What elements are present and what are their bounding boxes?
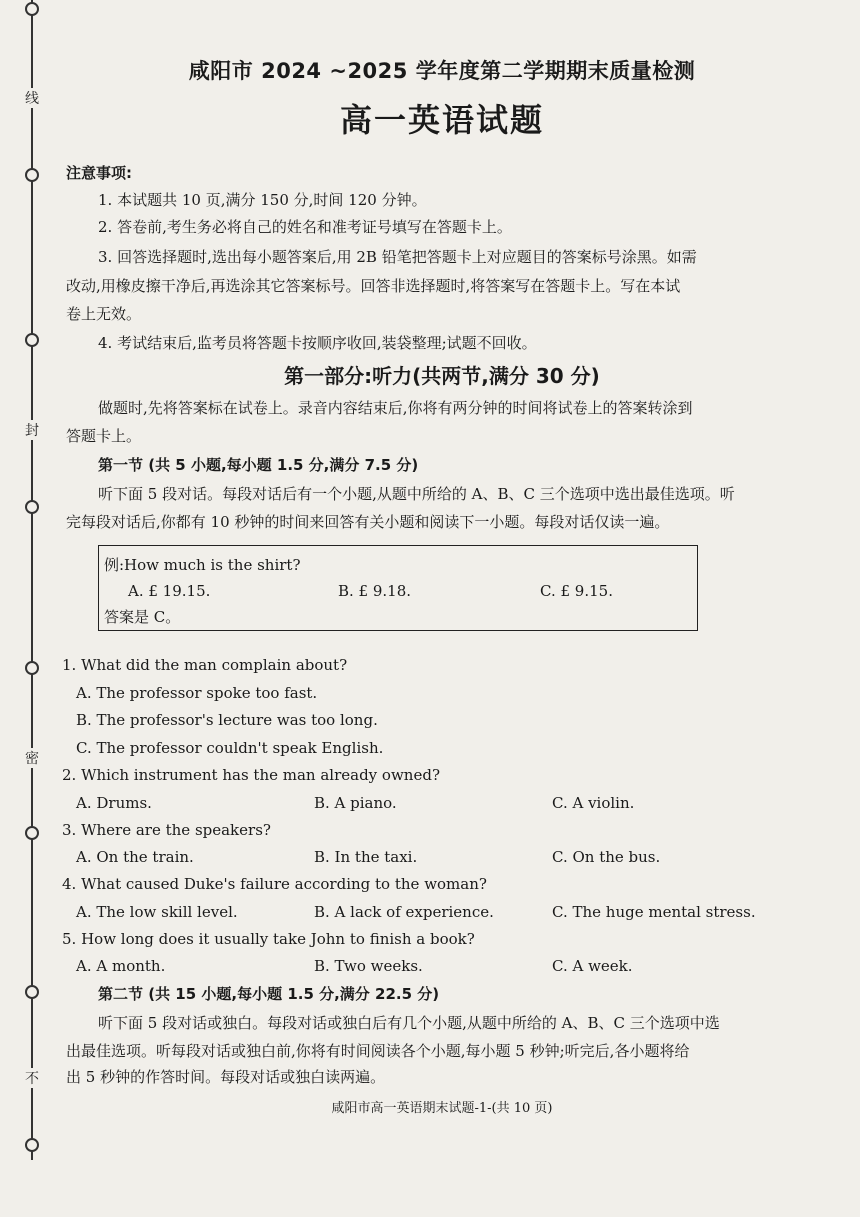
binding-char: 不 xyxy=(22,1068,42,1088)
binding-margin xyxy=(0,0,60,1217)
binding-circle xyxy=(25,826,39,840)
question-stem: 5. How long does it usually take John to finish a book? xyxy=(62,930,475,948)
binding-circle xyxy=(25,168,39,182)
part-title: 第一部分:听力(共两节,满分 30 分) xyxy=(284,364,600,388)
question-option: B. A piano. xyxy=(314,794,397,812)
question-option: B. Two weeks. xyxy=(314,957,423,975)
question-option: C. A violin. xyxy=(552,794,635,812)
binding-circle xyxy=(25,333,39,347)
example-option: B. £ 9.18. xyxy=(338,582,412,600)
notice-item: 1. 本试题共 10 页,满分 150 分,时间 120 分钟。 xyxy=(98,191,427,209)
binding-char: 密 xyxy=(22,748,42,768)
question-stem: 3. Where are the speakers? xyxy=(62,821,271,839)
section-instructions: 听下面 5 段对话或独白。每段对话或独白后有几个小题,从题中所给的 A、B、C 三个选项中选 xyxy=(98,1014,720,1032)
binding-circle xyxy=(25,985,39,999)
example-option: C. £ 9.15. xyxy=(540,582,613,600)
example-option: A. £ 19.15. xyxy=(128,582,211,600)
section-instructions: 完每段对话后,你都有 10 秒钟的时间来回答有关小题和阅读下一小题。每段对话仅读一遍。 xyxy=(66,513,670,531)
question-stem: 4. What caused Duke's failure according to the woman? xyxy=(62,875,487,893)
question-option: C. A week. xyxy=(552,957,633,975)
notice-heading: 注意事项: xyxy=(66,164,132,182)
notice-item: 改动,用橡皮擦干净后,再选涂其它答案标号。回答非选择题时,将答案写在答题卡上。写在本试 xyxy=(66,277,681,295)
section-instructions: 出 5 秒钟的作答时间。每段对话或独白读两遍。 xyxy=(66,1068,386,1086)
section-title: 第二节 (共 15 小题,每小题 1.5 分,满分 22.5 分) xyxy=(98,985,440,1003)
binding-circle xyxy=(25,2,39,16)
part-intro: 做题时,先将答案标在试卷上。录音内容结束后,你将有两分钟的时间将试卷上的答案转涂到 xyxy=(98,399,693,417)
notice-item: 2. 答卷前,考生务必将自己的姓名和准考证号填写在答题卡上。 xyxy=(98,218,512,236)
question-option: A. The low skill level. xyxy=(76,903,238,921)
binding-char: 线 xyxy=(22,88,42,108)
exam-page xyxy=(62,0,822,1217)
section-instructions: 听下面 5 段对话。每段对话后有一个小题,从题中所给的 A、B、C 三个选项中选出最佳选项。听 xyxy=(98,485,735,503)
question-option: C. The professor couldn't speak English. xyxy=(76,739,384,757)
question-option: A. Drums. xyxy=(76,794,152,812)
question-option: B. A lack of experience. xyxy=(314,903,494,921)
question-stem: 1. What did the man complain about? xyxy=(62,656,348,674)
question-option: B. In the taxi. xyxy=(314,848,418,866)
question-option: A. The professor spoke too fast. xyxy=(76,684,318,702)
example-question: 例:How much is the shirt? xyxy=(104,556,301,574)
notice-item: 卷上无效。 xyxy=(66,305,142,323)
section-instructions: 出最佳选项。听每段对话或独白前,你将有时间阅读各个小题,每小题 5 秒钟;听完后,各小题将给 xyxy=(66,1042,690,1060)
question-option: C. On the bus. xyxy=(552,848,661,866)
binding-circle xyxy=(25,500,39,514)
page-footer: 咸阳市高一英语期末试题-1-(共 10 页) xyxy=(331,1101,553,1116)
part-intro: 答题卡上。 xyxy=(66,427,142,445)
question-option: A. On the train. xyxy=(76,848,194,866)
question-option: B. The professor's lecture was too long. xyxy=(76,711,378,729)
question-stem: 2. Which instrument has the man already owned? xyxy=(62,766,440,784)
question-option: A. A month. xyxy=(76,957,166,975)
section-title: 第一节 (共 5 小题,每小题 1.5 分,满分 7.5 分) xyxy=(98,456,419,474)
exam-title: 咸阳市 2024 ~2025 学年度第二学期期末质量检测 xyxy=(188,59,696,83)
question-option: C. The huge mental stress. xyxy=(552,903,756,921)
notice-item: 3. 回答选择题时,选出每小题答案后,用 2B 铅笔把答题卡上对应题目的答案标号涂黑。如需 xyxy=(98,248,697,266)
example-answer: 答案是 C。 xyxy=(104,608,181,626)
notice-item: 4. 考试结束后,监考员将答题卡按顺序收回,装袋整理;试题不回收。 xyxy=(98,334,537,352)
exam-subject-title: 高一英语试题 xyxy=(339,101,544,139)
binding-circle xyxy=(25,661,39,675)
binding-circle xyxy=(25,1138,39,1152)
binding-char: 封 xyxy=(22,420,42,440)
